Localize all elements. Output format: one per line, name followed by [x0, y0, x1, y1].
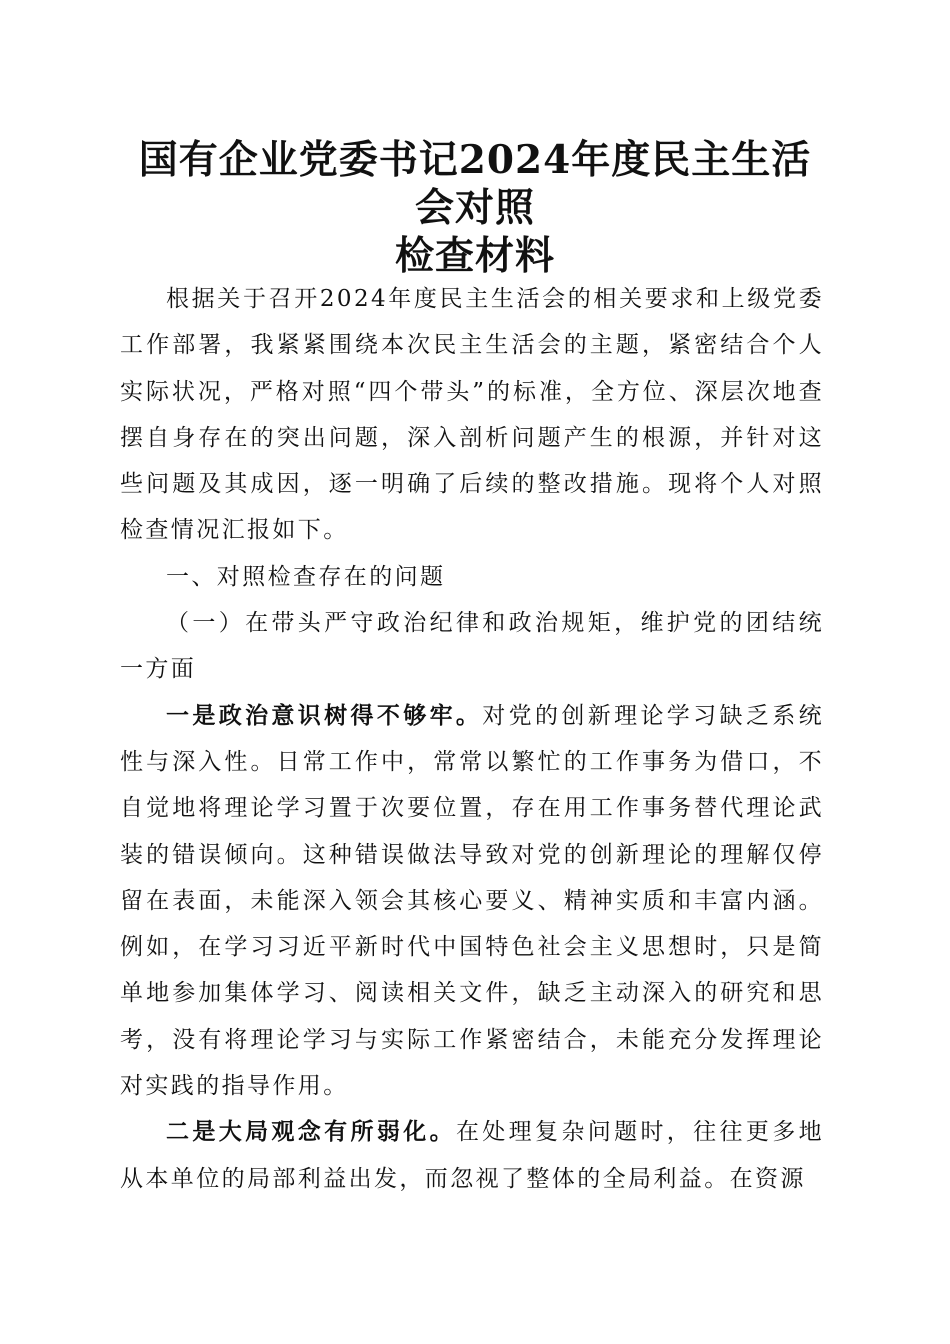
title-line-2: 检查材料 — [394, 233, 555, 279]
section-heading: 一、对照检查存在的问题 — [166, 563, 446, 590]
title-line-1: 国有企业党委书记2024年度民主生活会对照 — [138, 137, 812, 231]
point-2-lead: 二是大局观念有所弱化。 — [166, 1118, 456, 1146]
point-2-text: 在处理复杂问题时，往往更多地从本单位的局部利益出发，而忽视了整体的全局利益。在资源 — [120, 1119, 824, 1192]
point-paragraph-2 — [120, 1109, 824, 1202]
point-1-text: 对党的创新理论学习缺乏系统性与深入性。日常工作中，常常以繁忙的工作事务为借口，不自觉地将理论学习置于次要位置，存在用工作事务替代理论武装的错误倾向。这种错误做法导致对党的创新理论的理解仅停留在表面，未能深入领会其核心要义、精神实质和丰富内涵。例如，在学习习近平新时代中国特色社会主义思想时，只是简单地参加集体学习、阅读相关文件，缺乏主动深入的研究和思考，没有将理论学习与实际工作紧密结合，未能充分发挥理论对实践的指导作用。 — [120, 702, 824, 1100]
document-title — [120, 136, 830, 280]
point-paragraph-1 — [120, 693, 824, 1110]
subsection-heading: （一）在带头严守政治纪律和政治规矩，维护党的团结统一方面 — [120, 610, 824, 683]
intro-paragraph: 根据关于召开2024年度民主生活会的相关要求和上级党委工作部署，我紧紧围绕本次民主生活会的主题，紧密结合个人实际状况，严格对照“四个带头”的标准，全方位、深层次地查摆自身存在的突出问题，深入剖析问题产生的根源，并针对这些问题及其成因，逐一明确了后续的整改措施。现将个人对照检查情况汇报如下。 — [120, 286, 824, 544]
point-1-lead: 一是政治意识树得不够牢。 — [166, 701, 483, 729]
document-body — [120, 276, 824, 1202]
